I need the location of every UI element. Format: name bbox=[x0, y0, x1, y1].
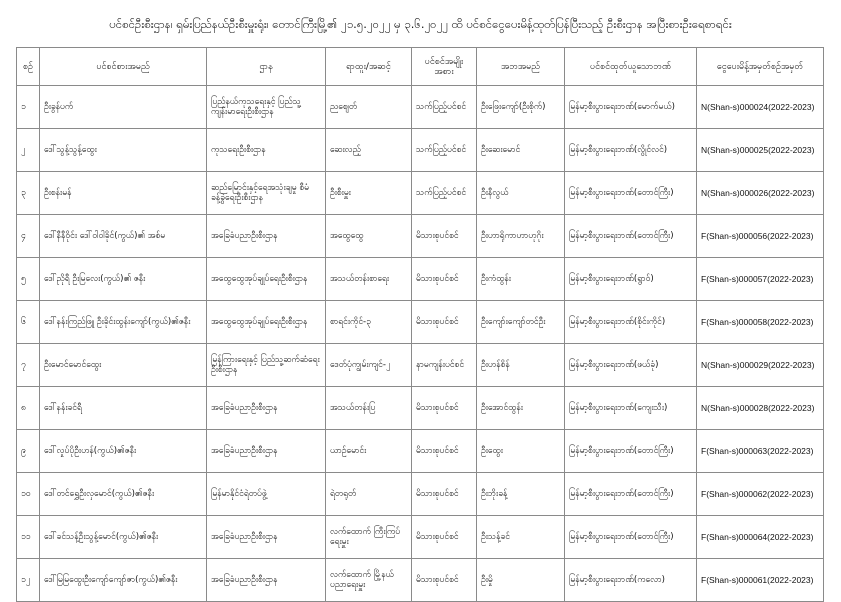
cell-order-number: N(Shan-s)000024(2022-2023) bbox=[697, 86, 824, 129]
cell-pensioner-name: ဒေါ်တင်ရွှေဦးလှမောင်(ကွယ်)၏ဇနီး bbox=[40, 473, 207, 516]
cell-rank: ဆေးလည့် bbox=[326, 129, 412, 172]
cell-father-name: ဦးမှို bbox=[477, 559, 565, 602]
cell-father-name: ဦးသန့်ခင် bbox=[477, 516, 565, 559]
cell-serial: ၅ bbox=[17, 258, 40, 301]
cell-pension-type: မိသားစုပင်စင် bbox=[412, 258, 477, 301]
cell-father-name: ဦးဟာရိုကာဟာဟုဂိုး bbox=[477, 215, 565, 258]
cell-bank: မြန်မာ့စီးပွားရေးဘဏ်(တောင်ကြီး) bbox=[565, 516, 697, 559]
cell-pension-type: မိသားစုပင်စင် bbox=[412, 559, 477, 602]
cell-department: အခြေခံပညာဦးစီးဌာန bbox=[207, 559, 326, 602]
cell-order-number: F(Shan-s)000062(2022-2023) bbox=[697, 473, 824, 516]
cell-order-number: F(Shan-s)000057(2022-2023) bbox=[697, 258, 824, 301]
cell-father-name: ဦးကျော်းကျော်တင်ဦး bbox=[477, 301, 565, 344]
cell-rank: ရဲတရုတ် bbox=[326, 473, 412, 516]
table-row bbox=[17, 86, 824, 129]
table-row bbox=[17, 516, 824, 559]
cell-rank: လက်ထောက် ကြီးကြပ်ရေးမှူး bbox=[326, 516, 412, 559]
cell-order-number: F(Shan-s)000063(2022-2023) bbox=[697, 430, 824, 473]
cell-bank: မြန်မာ့စီးပွားရေးဘဏ်(ဖယ်ခုံ) bbox=[565, 344, 697, 387]
cell-father-name: ဦးဖြေးကျော်(ဦးစိုက်) bbox=[477, 86, 565, 129]
table-row bbox=[17, 387, 824, 430]
cell-serial: ၄ bbox=[17, 215, 40, 258]
cell-order-number: N(Shan-s)000029(2022-2023) bbox=[697, 344, 824, 387]
cell-bank: မြန်မာ့စီးပွားရေးဘဏ်(တောင်ကြီး) bbox=[565, 172, 697, 215]
cell-rank: ယာဉ်မောင်း bbox=[326, 430, 412, 473]
cell-father-name: ဦးဘိုးခန့် bbox=[477, 473, 565, 516]
cell-pensioner-name: ဒေါ်ညိုရီ ဦးမြလေး(ကွယ်)၏ ဇနီး bbox=[40, 258, 207, 301]
cell-order-number: N(Shan-s)000025(2022-2023) bbox=[697, 129, 824, 172]
cell-rank: အသယ်တန်းပြ bbox=[326, 387, 412, 430]
cell-order-number: F(Shan-s)000064(2022-2023) bbox=[697, 516, 824, 559]
cell-pensioner-name: ဒေါ်ခင်သန့်ဦးသွန့်မောင်(ကွယ်)၏ဇနီး bbox=[40, 516, 207, 559]
cell-serial: ၃ bbox=[17, 172, 40, 215]
table-row bbox=[17, 301, 824, 344]
cell-father-name: ဦးနီလွယ် bbox=[477, 172, 565, 215]
cell-department: အခြေခံပညာဦးစီးဌာန bbox=[207, 387, 326, 430]
table-row bbox=[17, 258, 824, 301]
cell-order-number: N(Shan-s)000028(2022-2023) bbox=[697, 387, 824, 430]
header-serial: စဉ် bbox=[17, 48, 40, 86]
cell-department: ဆည်မြောင်းနှင့်ရေအသုံးချမှု စီမံခန့်ခွဲရေးဦးစီးဌာန bbox=[207, 172, 326, 215]
table-row bbox=[17, 215, 824, 258]
cell-father-name: ဦးဟန်စိန် bbox=[477, 344, 565, 387]
cell-serial: ၁ bbox=[17, 86, 40, 129]
cell-department: ကုသရေးဦးစီးဌာန bbox=[207, 129, 326, 172]
header-order-number: ငွေပေးမိန့်အမှတ်စဉ်အမှတ် bbox=[697, 48, 824, 86]
cell-pensioner-name: ဦးခွန်ပက် bbox=[40, 86, 207, 129]
header-bank: ပင်စင်ထုတ်ယူသောဘဏ် bbox=[565, 48, 697, 86]
cell-department: အခြေခံပညာဦးစီးဌာန bbox=[207, 215, 326, 258]
cell-serial: ၁၁ bbox=[17, 516, 40, 559]
cell-department: ပြည်နယ်ကုသရေးနှင့် ပြည်သူ့ကျန်းမာရေးဦးစီးဌာန bbox=[207, 86, 326, 129]
cell-pensioner-name: ဦးစန်းမန် bbox=[40, 172, 207, 215]
cell-rank: ညဈေတ် bbox=[326, 86, 412, 129]
cell-bank: မြန်မာ့စီးပွားရေးဘဏ်(ကလော) bbox=[565, 559, 697, 602]
cell-pension-type: နာမကျန်းပင်စင် bbox=[412, 344, 477, 387]
cell-pensioner-name: ဒေါ်နီနီဝိုင်း ဒေါ်ဝါဝါခိုင်(ကွယ်)၏ အစ်မ bbox=[40, 215, 207, 258]
cell-bank: မြန်မာ့စီးပွားရေးဘဏ်(မောက်မယ်) bbox=[565, 86, 697, 129]
cell-serial: ၇ bbox=[17, 344, 40, 387]
pension-table bbox=[16, 47, 824, 602]
table-row bbox=[17, 473, 824, 516]
cell-bank: မြန်မာ့စီးပွားရေးဘဏ်(လွိုင်လင်) bbox=[565, 129, 697, 172]
header-pension-type: ပင်စင်အမျိုးအစား bbox=[412, 48, 477, 86]
cell-order-number: F(Shan-s)000058(2022-2023) bbox=[697, 301, 824, 344]
cell-department: အထွေထွေအုပ်ချုပ်ရေးဦးစီးဌာန bbox=[207, 258, 326, 301]
cell-order-number: F(Shan-s)000061(2022-2023) bbox=[697, 559, 824, 602]
cell-department: အခြေခံပညာဦးစီးဌာန bbox=[207, 430, 326, 473]
cell-bank: မြန်မာ့စီးပွားရေးဘဏ်(တောင်ကြီး) bbox=[565, 473, 697, 516]
cell-pensioner-name: ဒေါ်မြမြထွေးဦးကျော်ကျော်ဇာ(ကွယ်)၏ဇနီး bbox=[40, 559, 207, 602]
cell-department: မြန်ကြားရေးနှင့် ပြည်သူ့ဆက်ဆံရေးဦးစီးဌာန bbox=[207, 344, 326, 387]
table-row bbox=[17, 344, 824, 387]
cell-father-name: ဦးထွေး bbox=[477, 430, 565, 473]
cell-pension-type: မိသားစုပင်စင် bbox=[412, 430, 477, 473]
cell-pensioner-name: ဒေါ်နန်းကြည်ဖြူ ဦးခိုင်းထွန်းကျော်(ကွယ်)၏ဇနီး bbox=[40, 301, 207, 344]
cell-department: မြန်မာနိုင်ငံရဲတပ်ဖွဲ့ bbox=[207, 473, 326, 516]
cell-bank: မြန်မာ့စီးပွားရေးဘဏ်(တောင်ကြီး) bbox=[565, 215, 697, 258]
cell-order-number: N(Shan-s)000026(2022-2023) bbox=[697, 172, 824, 215]
cell-pension-type: သက်ပြည့်ပင်စင် bbox=[412, 86, 477, 129]
header-father-name: အဘအမည် bbox=[477, 48, 565, 86]
cell-father-name: ဦးအောင်ထွန်း bbox=[477, 387, 565, 430]
cell-pension-type: မိသားစုပင်စင် bbox=[412, 387, 477, 430]
cell-rank: ဒေတ်ပုံကျွမ်းကျင်-၂ bbox=[326, 344, 412, 387]
table-row bbox=[17, 430, 824, 473]
cell-pension-type: မိသားစုပင်စင် bbox=[412, 215, 477, 258]
cell-father-name: ဦးဆေးမောင် bbox=[477, 129, 565, 172]
cell-pensioner-name: ဦးမောင်မောင်ထွေး bbox=[40, 344, 207, 387]
document-title: ပင်စင်ဦးစီးဌာန၊ ရှမ်းပြည်နယ်ဦးစီးမှူးရုံး၊ တောင်ကြီးမြို့၏ ၂၁.၅.၂၀၂၂ မှ ၃.၆.၂၀၂၂ ထိ ပင်စင်ငွေပေးမိန့်ထုတ်ပြန်ပြီးသည့် ဦးစီးဌာန အပြီးစားဦးရေစာရင်း bbox=[109, 17, 732, 31]
cell-order-number: F(Shan-s)000056(2022-2023) bbox=[697, 215, 824, 258]
cell-rank: စာရင်းကိုင်-၃ bbox=[326, 301, 412, 344]
cell-pension-type: မိသားစုပင်စင် bbox=[412, 516, 477, 559]
cell-department: အထွေထွေအုပ်ချုပ်ရေးဦးစီးဌာန bbox=[207, 301, 326, 344]
cell-pension-type: မိသားစုပင်စင် bbox=[412, 301, 477, 344]
cell-pension-type: မိသားစုပင်စင် bbox=[412, 473, 477, 516]
header-rank: ရာထူး/အဆင့် bbox=[326, 48, 412, 86]
cell-pensioner-name: ဒေါ်သွန့်သွန့်ထွေး bbox=[40, 129, 207, 172]
cell-serial: ၁၂ bbox=[17, 559, 40, 602]
cell-serial: ၁၀ bbox=[17, 473, 40, 516]
cell-pension-type: သက်ပြည့်ပင်စင် bbox=[412, 129, 477, 172]
cell-bank: မြန်မာ့စီးပွားရေးဘဏ်(ရွာဝ်) bbox=[565, 258, 697, 301]
cell-rank: ဦးစီးမှူး bbox=[326, 172, 412, 215]
table-row bbox=[17, 172, 824, 215]
cell-rank: လက်ထောက် မြို့နယ်ပညာရေးမှူး bbox=[326, 559, 412, 602]
header-pensioner-name: ပင်စင်စားအမည် bbox=[40, 48, 207, 86]
cell-bank: မြန်မာ့စီးပွားရေးဘဏ်(စိုင်းကိုင်) bbox=[565, 301, 697, 344]
cell-bank: မြန်မာ့စီးပွားရေးဘဏ်(ကျေးသီး) bbox=[565, 387, 697, 430]
table-header-row bbox=[17, 48, 824, 86]
table-row bbox=[17, 129, 824, 172]
cell-pensioner-name: ဒေါ်နန်းခင်ရီ bbox=[40, 387, 207, 430]
cell-serial: ၂ bbox=[17, 129, 40, 172]
cell-serial: ၆ bbox=[17, 301, 40, 344]
cell-father-name: ဦးကံထွန်း bbox=[477, 258, 565, 301]
table-row bbox=[17, 559, 824, 602]
cell-pensioner-name: ဒေါ်လှုပ်ပိုဦးဟန်(ကွယ်)၏ဇနီး bbox=[40, 430, 207, 473]
cell-rank: အထွေထွေ bbox=[326, 215, 412, 258]
cell-bank: မြန်မာ့စီးပွားရေးဘဏ်(တောင်ကြီး) bbox=[565, 430, 697, 473]
cell-serial: ၉ bbox=[17, 430, 40, 473]
cell-serial: ၈ bbox=[17, 387, 40, 430]
cell-department: အခြေခံပညာဦးစီးဌာန bbox=[207, 516, 326, 559]
cell-rank: အသယ်တန်းစာရေး bbox=[326, 258, 412, 301]
cell-pension-type: သက်ပြည့်ပင်စင် bbox=[412, 172, 477, 215]
header-department: ဌာန bbox=[207, 48, 326, 86]
